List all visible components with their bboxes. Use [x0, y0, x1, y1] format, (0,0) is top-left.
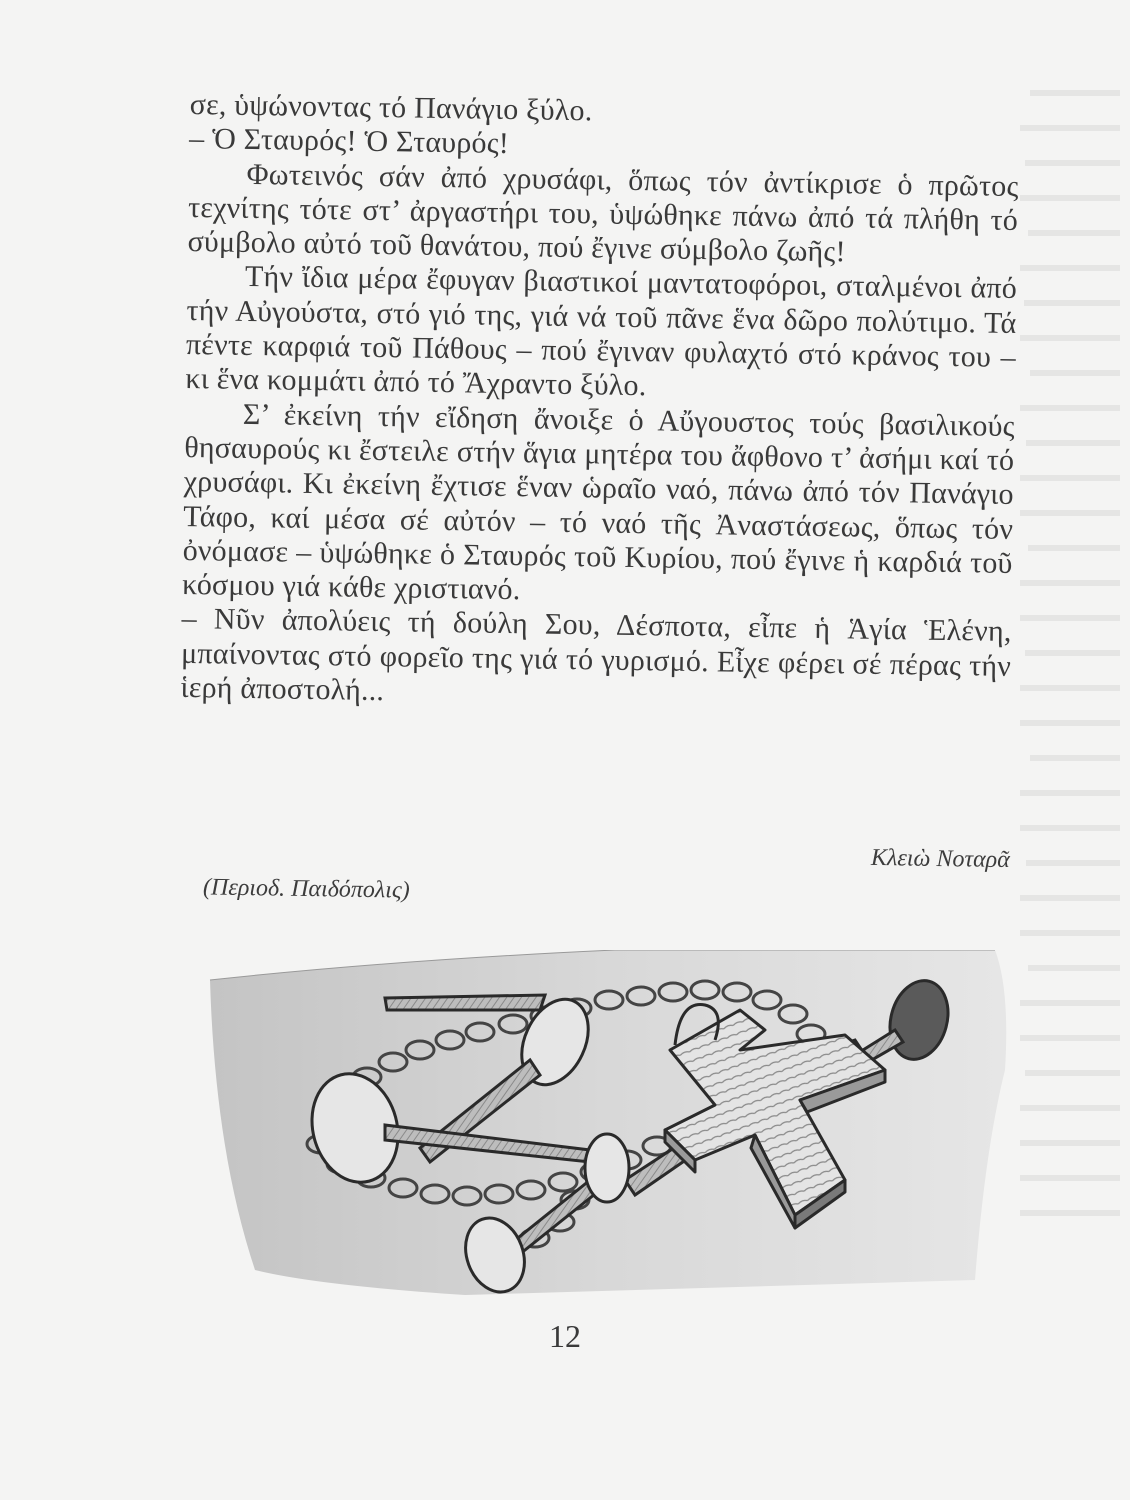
paragraph-5: Σ’ ἐκείνη τήν εἴδηση ἄνοιξε ὁ Αὔγουστος τούς βασιλικούς θησαυρούς κι ἔστειλε στήν ἅγια μητέρα του ἄφθονο τ’ ἀσήμι καί τό χρυσάφι. Κι ἐκείνη ἔχτισε ἕναν ὡραῖο ναό, πάνω ἀπό τόν Πανάγιο Τάφο, καί μέσα σέ αὐτόν – τό ναό τῆς Ἀναστάσεως, ὅπως τόν ὀνόμασε – ὑψώθηκε ὁ Σταυρός τοῦ Κυρίου, πού ἔγινε ἡ καρδιά τοῦ κόσμου γιά κάθε χριστιανό.: [181, 397, 1016, 607]
page-number: 12: [549, 1318, 581, 1354]
paragraph-2: – Ὁ Σταυρός! Ὁ Σταυρός!: [188, 122, 510, 161]
paragraph-1: σε, ὑψώνοντας τό Πανάγιο ξύλο.: [189, 88, 593, 128]
author-signature: Κλειὼ Νοταρᾶ: [871, 844, 1011, 874]
bleed-through-text: [1020, 80, 1130, 1250]
source-citation: (Περιοδ. Παιδόπολις): [202, 874, 410, 904]
paragraph-3: Φωτεινός σάν ἀπό χρυσάφι, ὅπως τόν ἀντίκρισε ὁ πρῶτος τεχνίτης τότε στ’ ἀργαστήρι του, ὑψώθηκε πάνω ἀπό τά πλήθη τό σύμβολο αὐτό τοῦ θανάτου, πού ἔγινε σύμβολο ζωῆς!: [187, 157, 1019, 269]
body-text: [180, 88, 1020, 718]
nails-and-cross-illustration: [195, 950, 1020, 1295]
paragraph-6: – Νῦν ἀπολύεις τή δούλη Σου, Δέσποτα, εἶπε ἡ Ἁγία Ἑλένη, μπαίνοντας στό φορεῖο της γιά τό γυρισμό. Εἶχε φέρει σέ πέρας τήν ἱερή ἀποστολή...: [180, 602, 1012, 708]
paragraph-4: Τήν ἴδια μέρα ἔφυγαν βιαστικοί μαντατοφόροι, σταλμένοι ἀπό τήν Αὐγούστα, στό γιό της, γιά νά τοῦ πᾶνε ἕνα δῶρο πολύτιμο. Τά πέντε καρφιά τοῦ Πάθους – πού ἔγιναν φυλαχτό στό κράνος του – κι ἕνα κομμάτι ἀπό τό Ἄχραντο ξύλο.: [185, 260, 1018, 403]
